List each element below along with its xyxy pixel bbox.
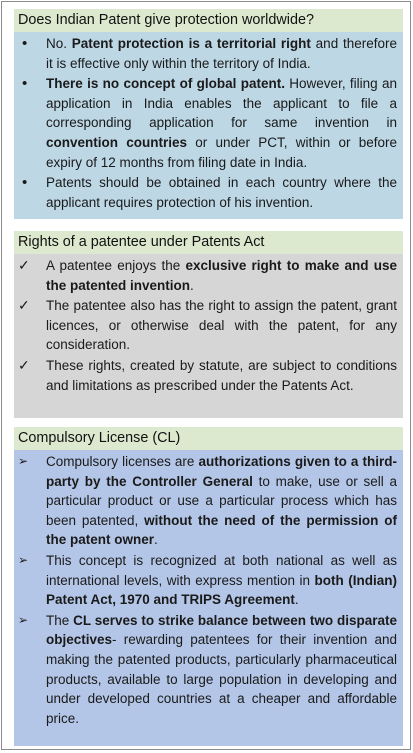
section-patentee-rights bbox=[14, 231, 403, 418]
bullet-icon: • bbox=[22, 75, 28, 93]
list-item-text bbox=[46, 34, 397, 73]
bold-run: both (Indian) Patent Act, 1970 and TRIPS Agreement bbox=[46, 572, 397, 608]
list-item bbox=[18, 74, 397, 172]
list-item-text bbox=[46, 356, 397, 395]
text-run: No. bbox=[46, 36, 72, 51]
list-item bbox=[18, 34, 397, 73]
section-title: Rights of a patentee under Patents Act bbox=[14, 231, 403, 254]
bullet-icon: ➢ bbox=[18, 454, 29, 468]
bold-run: without the need of the permission of the patent owner bbox=[46, 512, 397, 548]
text-run: The bbox=[46, 612, 74, 628]
bullet-icon: ➢ bbox=[18, 612, 29, 627]
list-item bbox=[18, 256, 397, 295]
text-run: A patentee enjoys the bbox=[46, 258, 186, 273]
list-item-text bbox=[46, 74, 397, 172]
bullet-icon: • bbox=[22, 174, 28, 192]
list-item bbox=[18, 551, 397, 610]
section-title: Compulsory License (CL) bbox=[14, 427, 403, 450]
list-item bbox=[18, 173, 397, 212]
bullet-list bbox=[14, 32, 403, 219]
list-item-text bbox=[46, 256, 397, 295]
text-run: . bbox=[154, 532, 158, 548]
text-run: to make, use or sell a particular product or use a particular process which has been patented, bbox=[46, 473, 398, 528]
checkmark-list bbox=[14, 254, 403, 418]
slide-page bbox=[1, 1, 411, 750]
list-item-text bbox=[46, 551, 397, 610]
section-title: Does Indian Patent give protection worldwide? bbox=[14, 9, 403, 32]
list-item bbox=[18, 296, 397, 355]
list-item-text bbox=[46, 611, 397, 729]
list-item-text bbox=[46, 296, 397, 355]
section-patent-worldwide bbox=[14, 9, 403, 219]
bold-run: Patent protection is a territorial right bbox=[71, 36, 311, 51]
section-compulsory-license bbox=[14, 427, 403, 746]
text-run: This concept is recognized at both national as well as international levels, with express mention in bbox=[46, 552, 397, 588]
text-run: Compulsory licenses are bbox=[46, 454, 199, 469]
arrow-bullet-list bbox=[14, 450, 403, 746]
list-item bbox=[18, 452, 397, 550]
bold-run: exclusive right to make and use the patented invention bbox=[46, 258, 398, 293]
list-item-text bbox=[46, 452, 397, 550]
text-run: and therefore it is effective only within the territory of India. bbox=[46, 36, 397, 71]
bold-run: There is no concept of global patent. bbox=[46, 76, 285, 92]
bold-run: convention countries bbox=[46, 134, 187, 150]
text-run: . bbox=[294, 592, 299, 608]
text-run: or under PCT, within or before expiry of 12 months from filing date in India. bbox=[46, 134, 397, 170]
text-run: However, filing an application in India enables the applicant to file a corresponding application for same invention in bbox=[46, 76, 397, 131]
bold-run: CL serves to strike balance between two disparate objectives bbox=[46, 612, 398, 648]
bold-run: authorizations given to a third-party by the Controller General bbox=[46, 454, 397, 489]
text-run: . bbox=[190, 277, 194, 293]
bullet-icon: ✓ bbox=[18, 356, 30, 373]
text-run: - rewarding patentees for their invention and making the patented products, particularly pharmaceutical products, available to large population in developing and under developed countries at a cheaper and affordable price. bbox=[46, 632, 397, 726]
bullet-icon: ➢ bbox=[18, 552, 29, 567]
text-run: These rights, created by statute, are subject to conditions and limitations as prescribed under the Patents Act. bbox=[46, 357, 397, 393]
bullet-icon: ✓ bbox=[18, 297, 30, 314]
text-run: Patents should be obtained in each country where the applicant requires protection of his invention. bbox=[46, 175, 397, 210]
bullet-icon: • bbox=[22, 35, 28, 52]
bullet-icon: ✓ bbox=[18, 257, 30, 273]
list-item-text bbox=[46, 173, 397, 212]
text-run: The patentee also has the right to assign the patent, grant licences, or otherwise deal with the patent, for any consideration. bbox=[46, 298, 397, 353]
list-item bbox=[18, 611, 397, 729]
list-item bbox=[18, 356, 397, 395]
